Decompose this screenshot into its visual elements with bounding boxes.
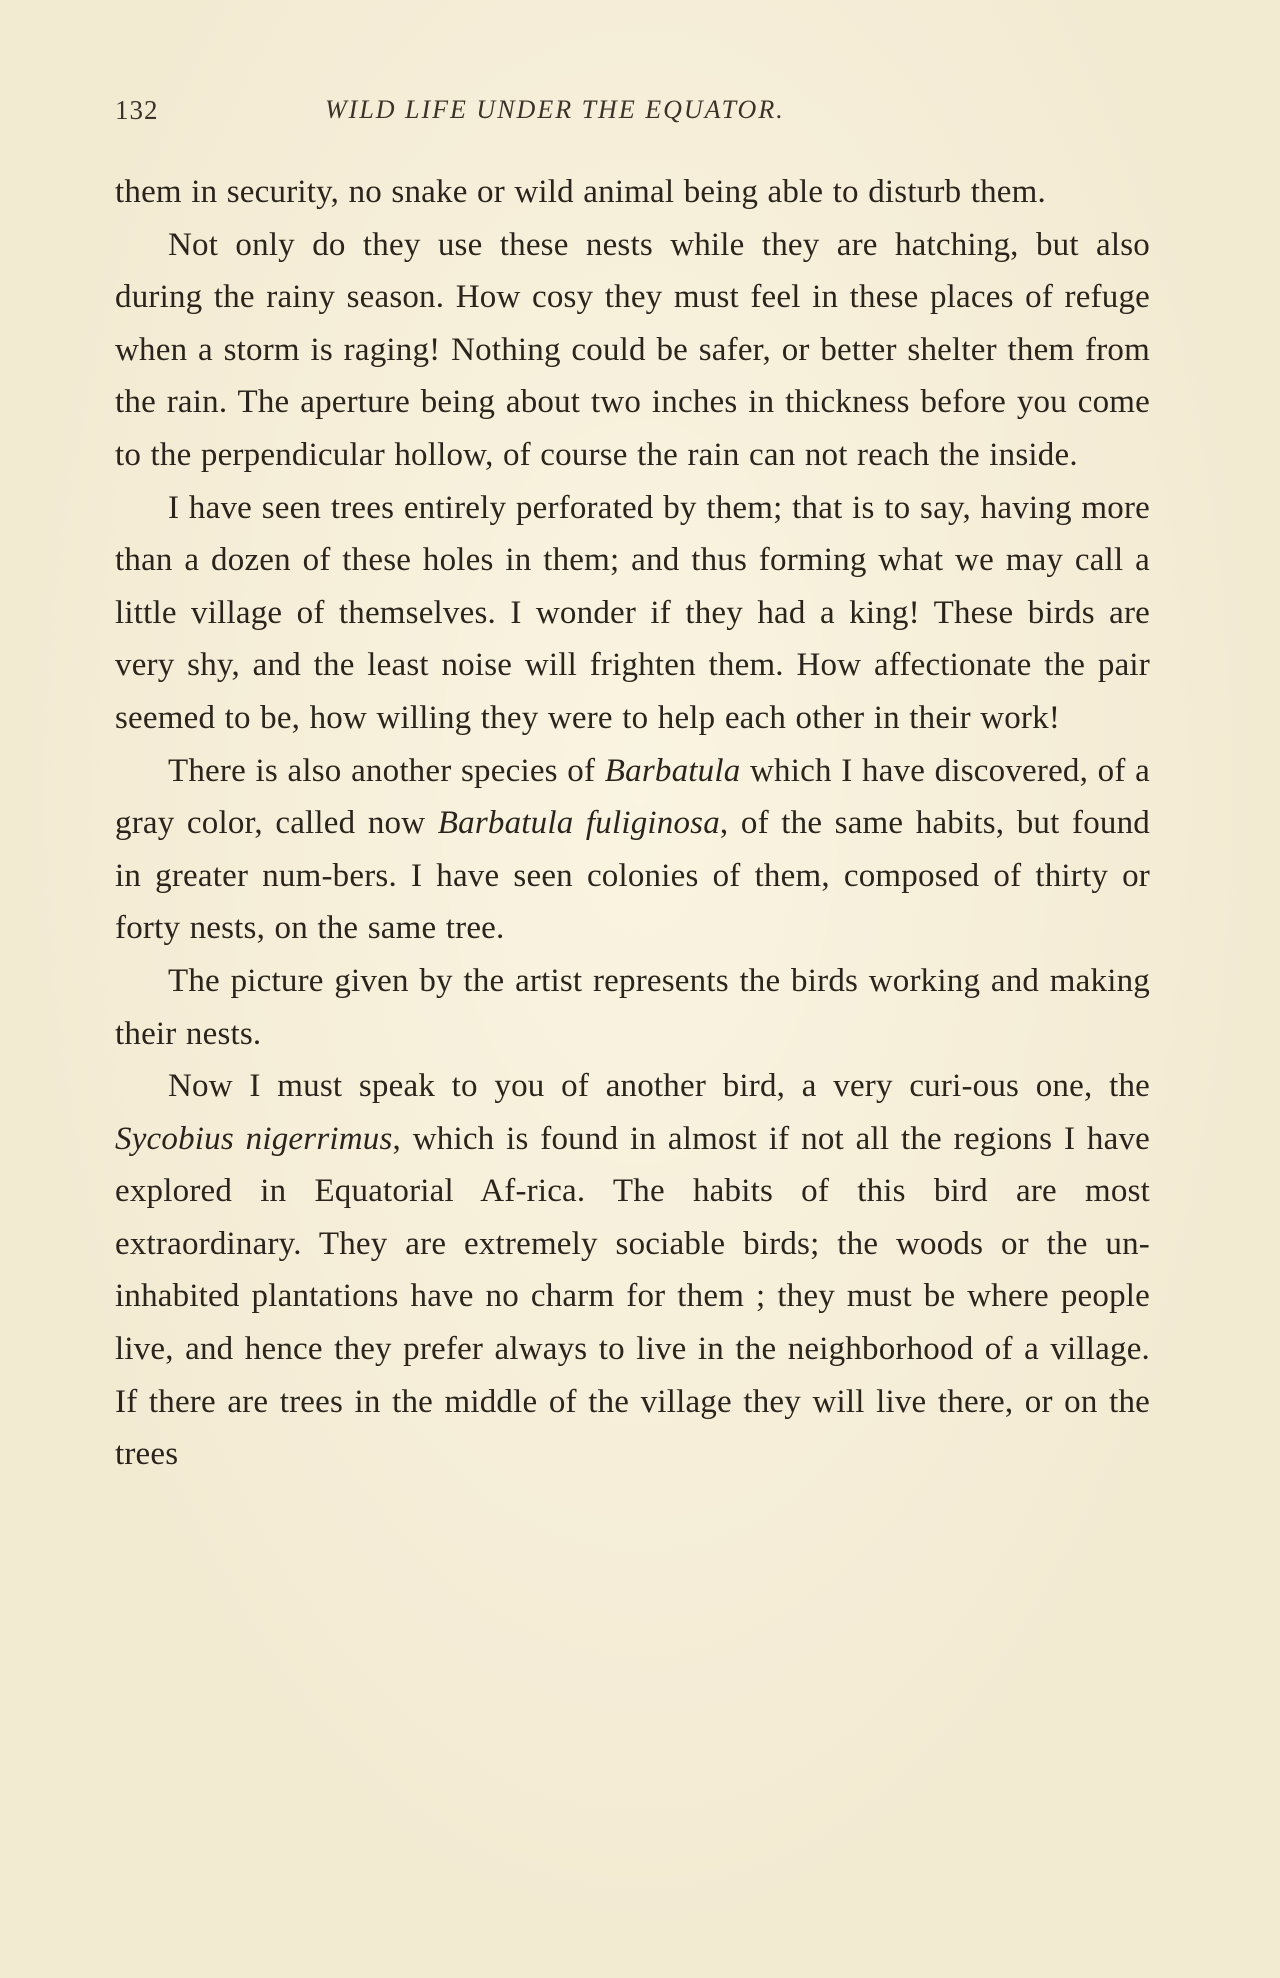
species-name-sycobius-nigerrimus: Sycobius nigerrimus [115,1120,393,1157]
text-run: I have seen trees entirely perforated by them; that is to say, having more than a dozen of these holes in them; and thus forming what we may call a little village of themselves. I wonder if they had a king! These birds are very shy, and the least noise will frighten them. How affectionate the pair seemed to be, how willing they were to help each other in their work! [115,489,1150,736]
species-name-barbatula: Barbatula [604,752,741,789]
paragraph-6 [115,1060,1150,1481]
text-run: Now I must speak to you of another bird, a very curi-ous one, the [168,1068,1150,1105]
text-run: , of the same habits, but found in greater num-bers. I have seen colonies of them, composed of thirty or forty nests, on the same tree. [115,805,1150,947]
running-head [115,95,1185,135]
paragraph-3 [115,482,1150,745]
paragraph-1 [115,166,1150,219]
text-run: which I have discovered, of a gray color, called now [115,752,1150,842]
running-title: WILD LIFE UNDER THE EQUATOR. [325,95,785,124]
page-number: 132 [115,95,159,125]
text-run: Not only do they use these nests while they are hatching, but also during the rainy season. How cosy they must feel in these places of refuge when a storm is raging! Nothing could be safer, or better shelter them from the rain. The aperture being about two inches in thickness before you come to the perpendicular hollow, of course the rain can not reach the inside. [115,226,1150,473]
paragraph-5 [115,955,1150,1060]
text-run: them in security, no snake or wild animal being able to disturb them. [115,174,1046,210]
text-run: , which is found in almost if not all the regions I have explored in Equatorial Af-rica. The habits of this bird are most extraordinary. They are extremely sociable birds; the woods or the un-inhabited plantations have no charm for them ; they must be where people live, and hence they prefer always to live in the neighborhood of a village. If there are trees in the middle of the village they will live there, or on the trees [115,1120,1150,1473]
paragraph-4 [115,745,1150,955]
text-run: There is also another species of [168,752,605,789]
paragraph-2 [115,219,1150,482]
body-text [115,166,1150,1481]
text-run: The picture given by the artist represents the birds working and making their nests. [115,962,1150,1052]
species-name-barbatula-fuliginosa: Barbatula fuliginosa [437,805,720,842]
